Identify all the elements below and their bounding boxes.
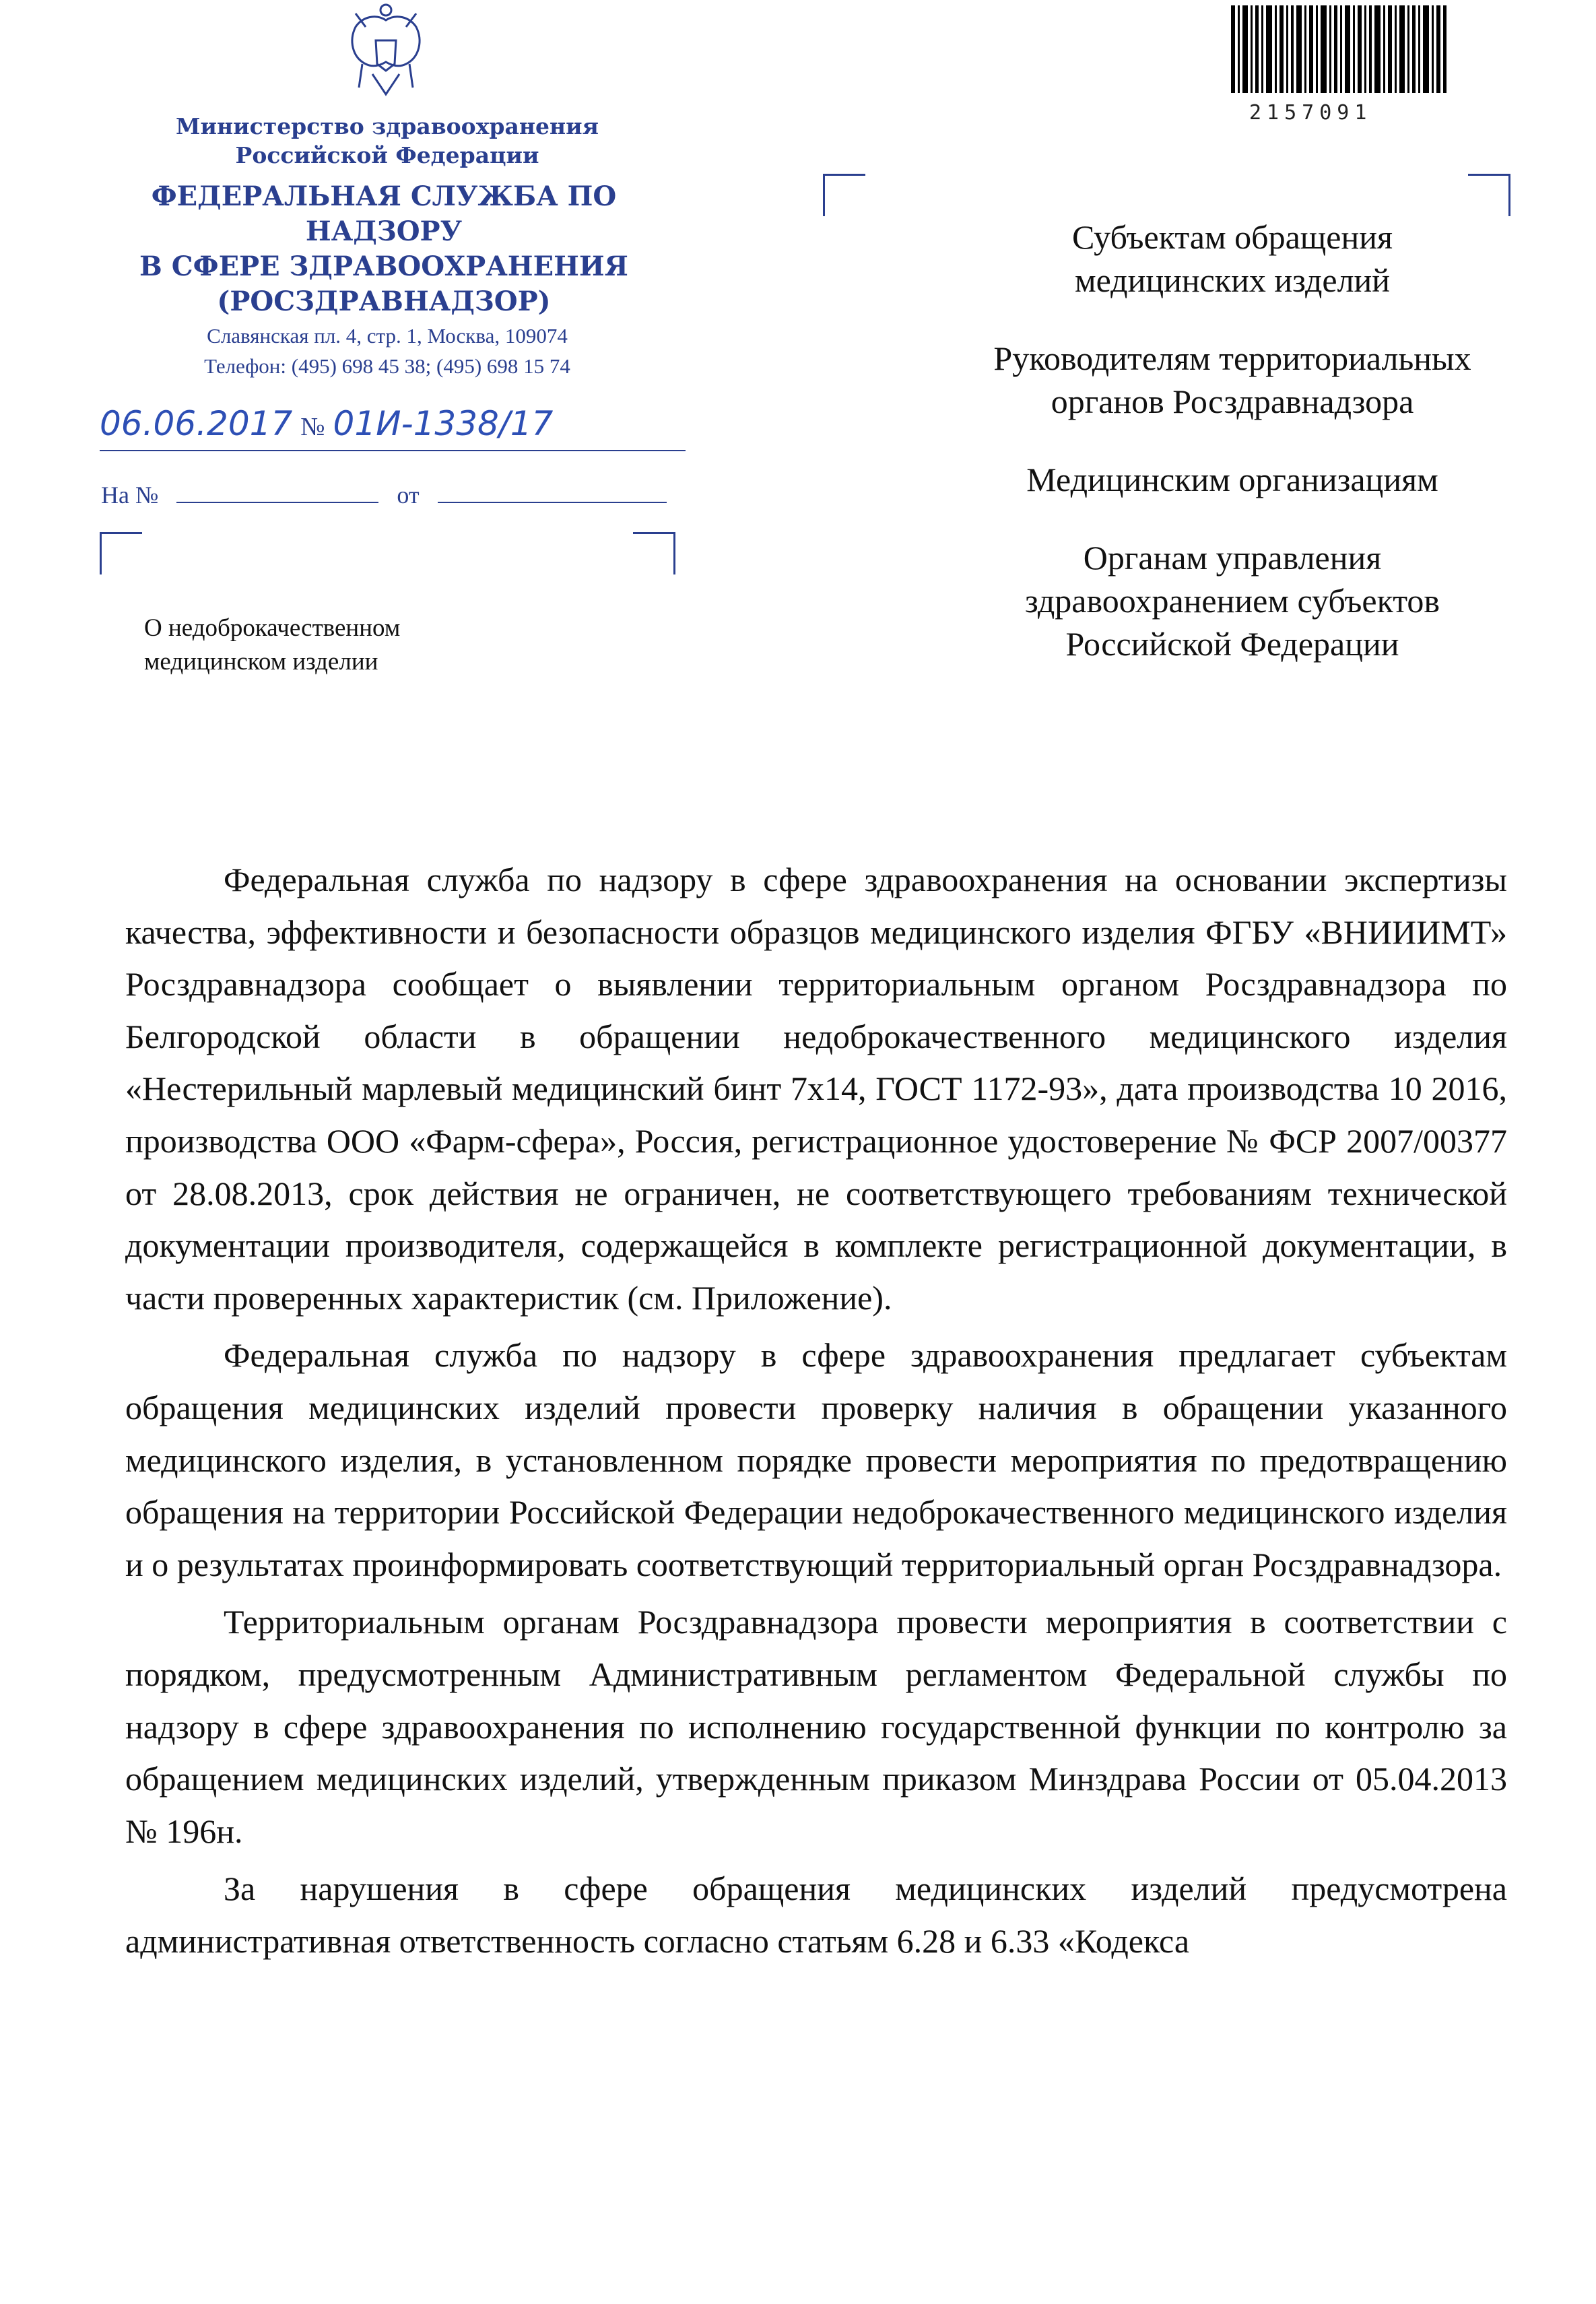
- recipient-group: [896, 536, 1569, 665]
- number-sign: №: [300, 413, 325, 441]
- letter-subject: [144, 612, 400, 679]
- ministry-name: [108, 112, 667, 170]
- reply-reference-line: [101, 481, 667, 509]
- body-paragraph-2: Федеральная служба по надзору в сфере здравоохранения предлагает субъектам обращения медицинских изделий провести проверку наличия в обращении указанного медицинского изделия, в установленном порядке провести мероприятия по предотвращению обращения на территории Российской Федерации недоброкачественного медицинского изделия и о результатах проинформировать соответствующий территориальный орган Росздравнадзора.: [125, 1336, 1507, 1583]
- coat-of-arms-emblem: [335, 0, 436, 101]
- recipient-line: Российской Федерации: [1065, 625, 1399, 663]
- recipient-line: Субъектам обращения: [1072, 218, 1393, 256]
- body-paragraph-1: Федеральная служба по надзору в сфере здравоохранения на основании экспертизы качества, эффективности и безопасности образцов медицинского изделия ФГБУ «ВНИИИМТ» Росздравнадзора сообщает о выявлении территориальным органом Росздравнадзора по Белгородской области в обращении недоброкачественного медицинского изделия «Нестерильный марлевый медицинский бинт 7х14, ГОСТ 1172-93», дата производства 10 2016, производства ООО «Фарм-сфера», Россия, регистрационное удостоверение № ФСР 2007/00377 от 28.08.2013, срок действия не ограничен, не соответствующего требованиям технической документации производителя, содержащейся в комплекте регистрационной документации, в части проверенных характеристик (см. Приложение).: [125, 861, 1507, 1317]
- registration-underline: [100, 450, 686, 451]
- recipient-line: медицинских изделий: [1074, 261, 1391, 299]
- agency-name: [88, 179, 680, 319]
- recipient-group: [896, 458, 1569, 501]
- letter-date: 06.06.2017: [100, 404, 293, 443]
- recipient-line: Руководителям территориальных: [993, 339, 1471, 377]
- subject-line-2: медицинском изделии: [144, 648, 378, 676]
- recipient-bracket-right: [1468, 174, 1510, 216]
- letter-number: 01И-1338/17: [333, 404, 554, 443]
- agency-line-2: В СФЕРЕ ЗДРАВООХРАНЕНИЯ: [139, 251, 628, 282]
- subject-bracket-right: [633, 532, 675, 574]
- recipient-line: органов Росздравнадзора: [1051, 383, 1414, 420]
- agency-address: Славянская пл. 4, стр. 1, Москва, 109074: [207, 324, 568, 348]
- ministry-line-2: Российской Федерации: [235, 142, 539, 168]
- agency-line-1: ФЕДЕРАЛЬНАЯ СЛУЖБА ПО НАДЗОРУ: [151, 180, 617, 247]
- recipients-block: [896, 216, 1569, 700]
- recipient-bracket-left: [823, 174, 865, 216]
- agency-line-3: (РОСЗДРАВНАДЗОР): [217, 286, 551, 317]
- subject-bracket-left: [100, 532, 142, 574]
- barcode: [1231, 5, 1447, 93]
- body-paragraph-4: За нарушения в сфере обращения медицинских изделий предусмотрена административная ответственность согласно статьям 6.28 и 6.33 «Кодекса: [125, 1870, 1507, 1960]
- registration-line: [100, 404, 553, 443]
- reply-number-blank: [176, 484, 378, 503]
- recipient-line: здравоохранением субъектов: [1024, 582, 1440, 620]
- barcode-number: 2157091: [1249, 101, 1372, 125]
- letter-body: [125, 854, 1507, 1967]
- recipient-group: [896, 216, 1569, 302]
- recipient-line: Органам управления: [1083, 539, 1382, 577]
- recipient-group: [896, 337, 1569, 423]
- agency-phone: Телефон: (495) 698 45 38; (495) 698 15 74: [204, 354, 570, 378]
- subject-line-1: О недоброкачественном: [144, 614, 401, 642]
- reply-label: На №: [101, 482, 159, 508]
- ministry-line-1: Министерство здравоохранения: [176, 113, 599, 139]
- agency-contacts: [101, 321, 673, 381]
- reply-date-blank: [438, 484, 667, 503]
- reply-from-label: от: [397, 482, 420, 508]
- recipient-line: Медицинским организациям: [1026, 461, 1438, 498]
- body-paragraph-3: Территориальным органам Росздравнадзора провести мероприятия в соответствии с порядком, предусмотренным Административным регламентом Федеральной службы по надзору в сфере здравоохранения по исполнению государственной функции по контролю за обращением медицинских изделий, утвержденным приказом Минздрава России от 05.04.2013 № 196н.: [125, 1603, 1507, 1850]
